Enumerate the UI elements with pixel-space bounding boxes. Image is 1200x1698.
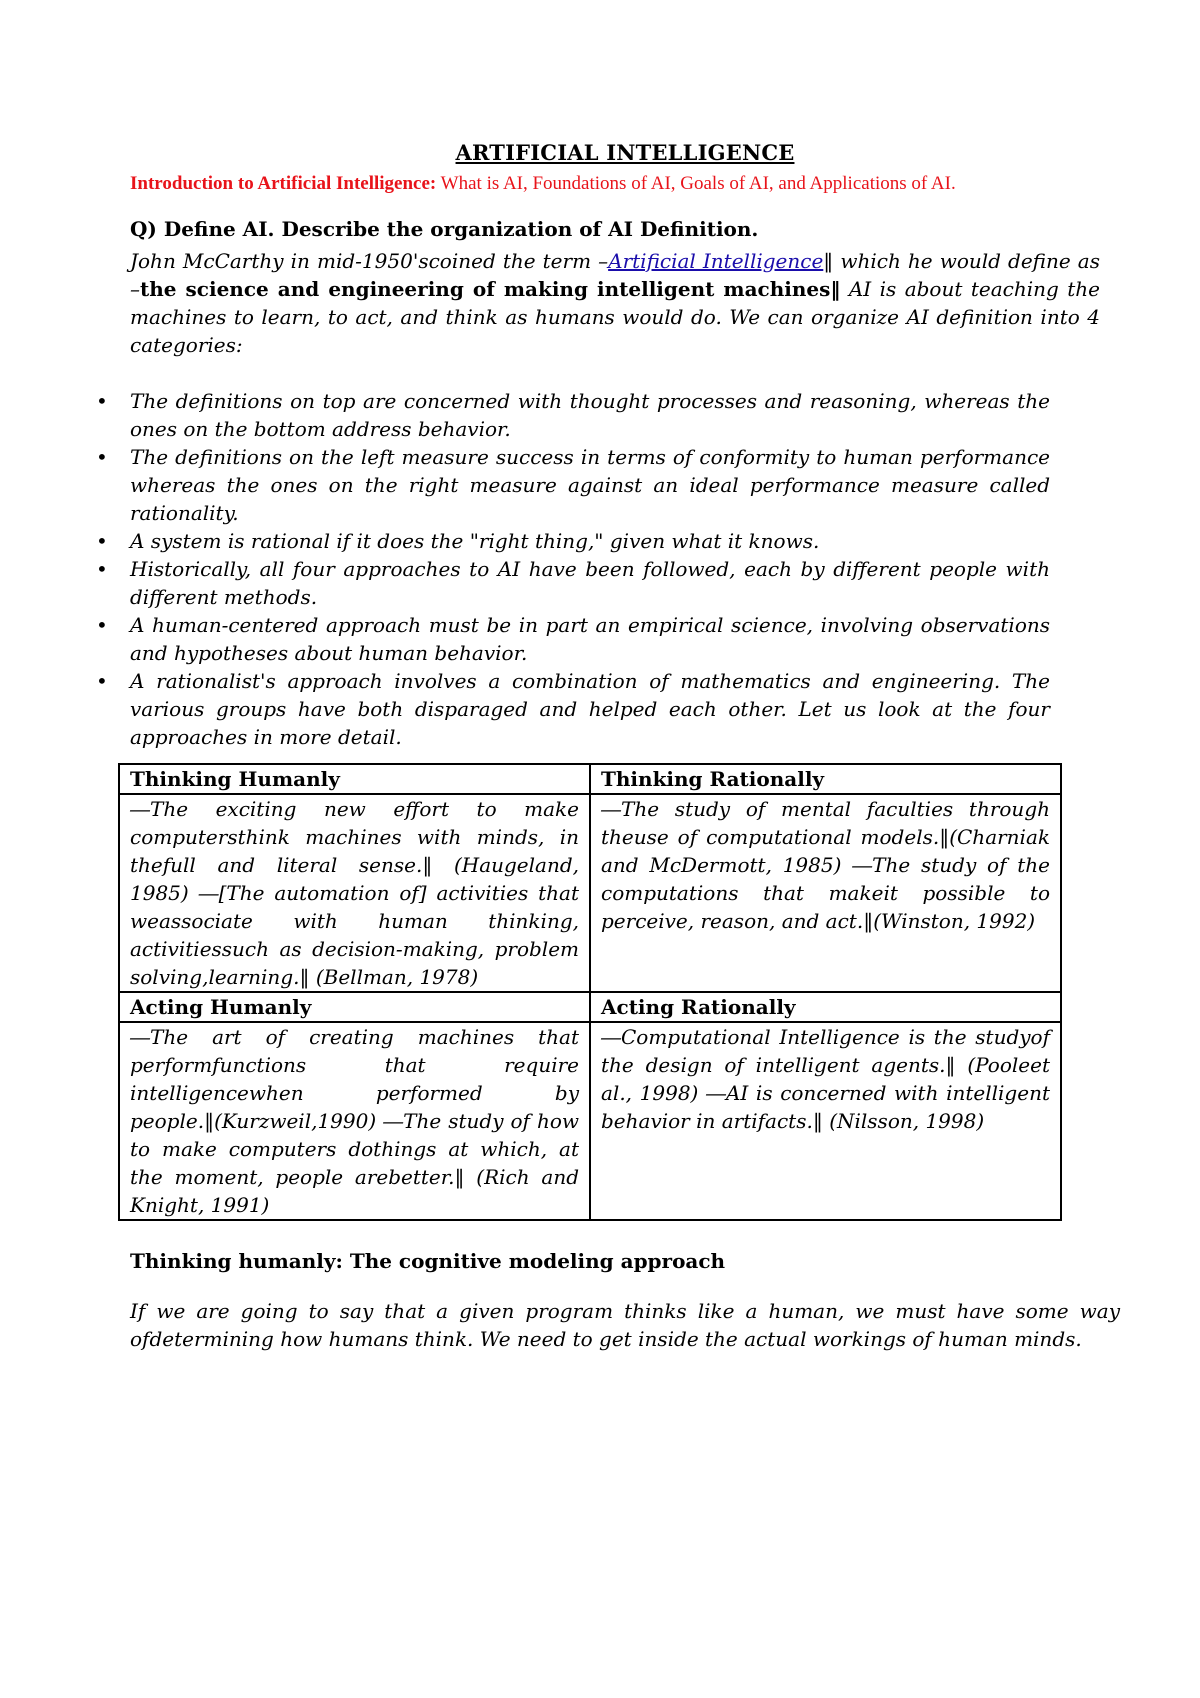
bullet-text: The definitions on the left measure success in terms of conformity to human performance whereas the ones on the right measure against an ideal performance measure called rationality. <box>130 445 1050 525</box>
bullet-icon: • <box>96 613 108 637</box>
definition-part2: ‖ which he would define as – <box>130 249 1100 301</box>
acting-humanly-header: Acting Humanly <box>119 992 590 1022</box>
bullet-icon: • <box>96 669 108 693</box>
list-item <box>96 555 1050 611</box>
bullet-text: A rationalist's approach involves a combination of mathematics and engineering. The various groups have both disparaged and helped each other. Let us look at the four approaches in more detail. <box>130 669 1050 749</box>
list-item <box>96 667 1050 751</box>
bullet-icon: • <box>96 557 108 581</box>
list-item <box>96 527 1050 555</box>
bullet-text: Historically, all four approaches to AI have been followed, each by different people with different methods. <box>130 557 1050 609</box>
definition-part1: John McCarthy in mid-1950'scoined the term – <box>130 249 609 273</box>
bullet-text: A human-centered approach must be in part an empirical science, involving observations and hypotheses about human behavior. <box>130 613 1050 665</box>
acting-humanly-cell: ―The art of creating machines that performfunctions that require intelligencewhen performed by people.‖(Kurzweil,1990) ―The study of how to make computers dothings at which, at the moment, people arebetter.‖ (Rich and Knight, 1991) <box>119 1022 590 1220</box>
bullet-icon: • <box>96 445 108 469</box>
thinking-humanly-header: Thinking Humanly <box>119 764 590 794</box>
table-row <box>119 764 1061 794</box>
document-page <box>96 140 1120 1353</box>
bullet-list <box>96 387 1050 751</box>
table-row <box>119 794 1061 992</box>
ai-definitions-table <box>118 763 1062 1221</box>
ai-term-link[interactable]: Artificial Intelligence <box>608 249 824 273</box>
list-item <box>96 611 1050 667</box>
definition-paragraph <box>130 247 1100 359</box>
bullet-text: A system is rational if it does the "right thing," given what it knows. <box>130 529 820 553</box>
bullet-icon: • <box>96 389 108 413</box>
question-heading: Q) Define AI. Describe the organization of AI Definition. <box>130 217 759 241</box>
thinking-humanly-cell: ―The exciting new effort to make computersthink machines with minds, in thefull and literal sense.‖ (Haugeland, 1985) ―[The automation of] activities that weassociate with human thinking, activitiessuch as decision-making, problem solving,learning.‖ (Bellman, 1978) <box>119 794 590 992</box>
list-item <box>96 443 1050 527</box>
intro-line <box>130 171 1120 197</box>
closing-paragraph: If we are going to say that a given program thinks like a human, we must have some way ofdetermining how humans think. We need to get inside the actual workings of human minds. <box>130 1299 1120 1351</box>
definition-part3: AI is about teaching the machines to learn, to act, and think as humans would do. We can organize AI definition into 4 categories: <box>130 277 1100 357</box>
list-item <box>96 387 1050 443</box>
intro-text: What is AI, Foundations of AI, Goals of AI, and Applications of AI. <box>436 173 956 194</box>
table-row <box>119 1022 1061 1220</box>
acting-rationally-header: Acting Rationally <box>590 992 1061 1022</box>
acting-rationally-cell: ―Computational Intelligence is the studyof the design of intelligent agents.‖ (Pooleet al., 1998) ―AI is concerned with intelligent behavior in artifacts.‖ (Nilsson, 1998) <box>590 1022 1061 1220</box>
intro-label: Introduction to Artificial Intelligence: <box>130 173 437 194</box>
thinking-rationally-header: Thinking Rationally <box>590 764 1061 794</box>
section-heading: Thinking humanly: The cognitive modeling approach <box>130 1249 726 1273</box>
definition-quote: the science and engineering of making intelligent machines‖ <box>140 277 841 301</box>
document-title: ARTIFICIAL INTELLIGENCE <box>455 140 795 165</box>
table-row <box>119 992 1061 1022</box>
bullet-text: The definitions on top are concerned with thought processes and reasoning, whereas the ones on the bottom address behavior. <box>130 389 1050 441</box>
bullet-icon: • <box>96 529 108 553</box>
thinking-rationally-cell: ―The study of mental faculties through theuse of computational models.‖(Charniak and McDermott, 1985) ―The study of the computations that makeit possible to perceive, reason, and act.‖(Winston, 1992) <box>590 794 1061 992</box>
